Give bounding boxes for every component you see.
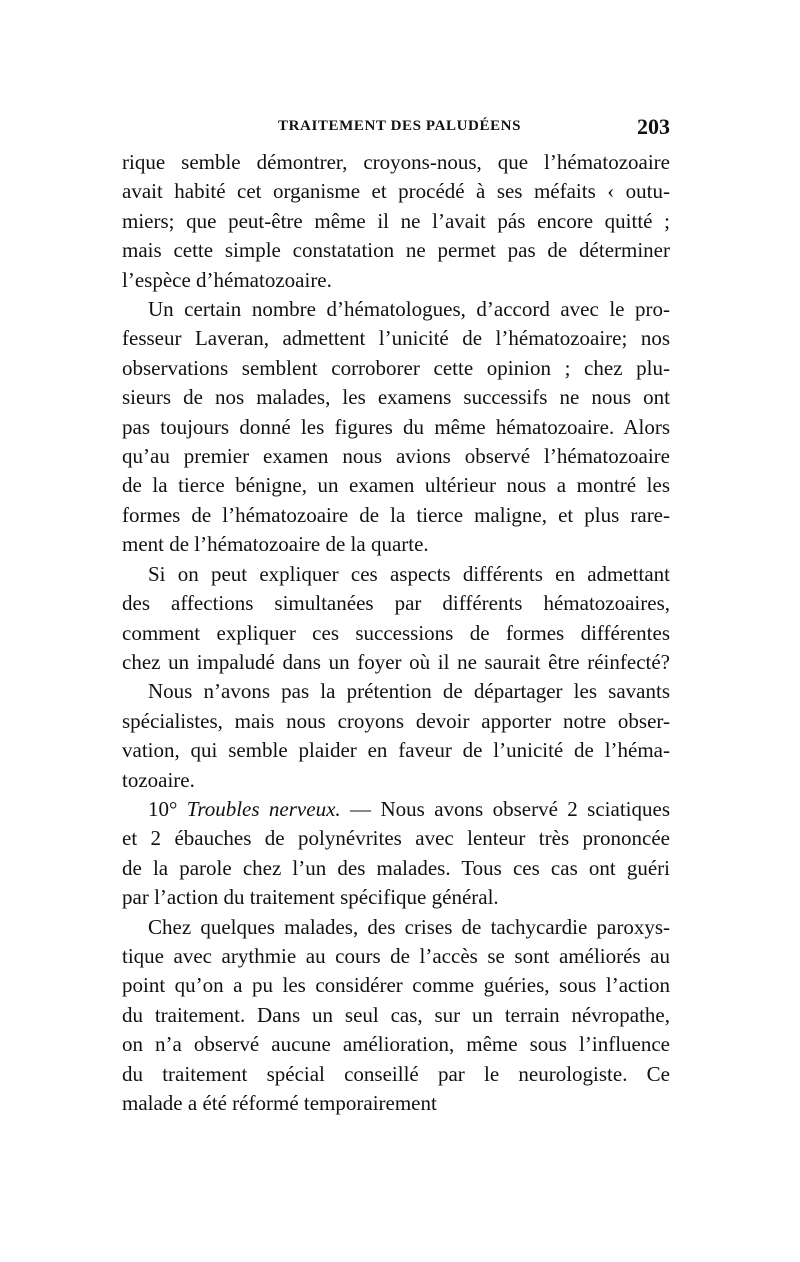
- text-line: de la tierce bénigne, un examen ultérieur nous a montré les: [122, 473, 670, 498]
- text-line: par l’action du traitement spécifique général.: [122, 885, 499, 910]
- text-line: ment de l’hématozoaire de la quarte.: [122, 532, 429, 557]
- text-line: spécialistes, mais nous croyons devoir apporter notre obser-: [122, 708, 670, 733]
- text-line: rique semble démontrer, croyons-nous, que l’hématozoaire: [122, 150, 670, 174]
- text-line: pas toujours donné les figures du même hématozoaire. Alors: [122, 414, 670, 439]
- text-line: comment expliquer ces successions de formes différentes: [122, 620, 670, 645]
- text-line: avait habité cet organisme et procédé à ses méfaits ‹ outu-: [122, 179, 670, 204]
- text-line: sieurs de nos malades, les examens successifs ne nous ont: [122, 385, 670, 410]
- text-line: vation, qui semble plaider en faveur de l’unicité de l’héma-: [122, 738, 670, 763]
- text-line: miers; que peut-être même il ne l’avait pás encore quitté ;: [122, 208, 670, 233]
- text-line: Nous n’avons pas la prétention de départager les savants: [148, 679, 670, 704]
- paragraph: [122, 677, 670, 795]
- paragraph: [122, 148, 670, 295]
- paragraph: [122, 560, 670, 678]
- text-line: formes de l’hématozoaire de la tierce maligne, et plus rare-: [122, 502, 670, 527]
- running-head: [122, 114, 670, 144]
- section-heading: Troubles nerveux.: [186, 796, 341, 821]
- text-line: des affections simultanées par différents hématozoaires,: [122, 591, 670, 616]
- text-line: chez un impaludé dans un foyer où il ne saurait être réinfecté?: [122, 649, 670, 674]
- text-line: Si on peut expliquer ces aspects différents en admettant: [148, 561, 670, 586]
- text-line: observations semblent corroborer cette opinion ; chez plu-: [122, 355, 670, 380]
- text-line: du traitement. Dans un seul cas, sur un terrain névropathe,: [122, 1002, 670, 1027]
- paragraph: [122, 795, 670, 913]
- text-line: [122, 795, 670, 824]
- text-line: Chez quelques malades, des crises de tachycardie paroxys-: [148, 914, 670, 939]
- paragraph: [122, 295, 670, 560]
- running-title: TRAITEMENT DES PALUDÉENS: [278, 118, 522, 134]
- body-text: [122, 148, 670, 1118]
- text-line: l’espèce d’hématozoaire.: [122, 267, 332, 292]
- text-line: tique avec arythmie au cours de l’accès se sont améliorés au: [122, 943, 670, 968]
- text-line: tozoaire.: [122, 767, 195, 792]
- text-line: mais cette simple constatation ne permet pas de déterminer: [122, 238, 670, 263]
- text-line: et 2 ébauches de polynévrites avec lenteur très prononcée: [122, 826, 670, 851]
- section-number: 10°: [148, 796, 187, 821]
- page-number: 203: [637, 114, 670, 139]
- text-line: fesseur Laveran, admettent l’unicité de l’hématozoaire; nos: [122, 326, 670, 351]
- text-line: point qu’on a pu les considérer comme guéries, sous l’action: [122, 973, 670, 998]
- text-line: on n’a observé aucune amélioration, même sous l’influence: [122, 1032, 670, 1057]
- text-line: de la parole chez l’un des malades. Tous ces cas ont guéri: [122, 855, 670, 880]
- text-line: Un certain nombre d’hématologues, d’accord avec le pro-: [148, 297, 670, 322]
- text-line: qu’au premier examen nous avions observé l’hématozoaire: [122, 444, 670, 469]
- text-line: du traitement spécial conseillé par le neurologiste. Ce: [122, 1061, 670, 1086]
- text-run: — Nous avons observé 2 sciatiques: [340, 796, 670, 821]
- paragraph: [122, 913, 670, 1119]
- text-line: malade a été réformé temporairement: [122, 1091, 437, 1115]
